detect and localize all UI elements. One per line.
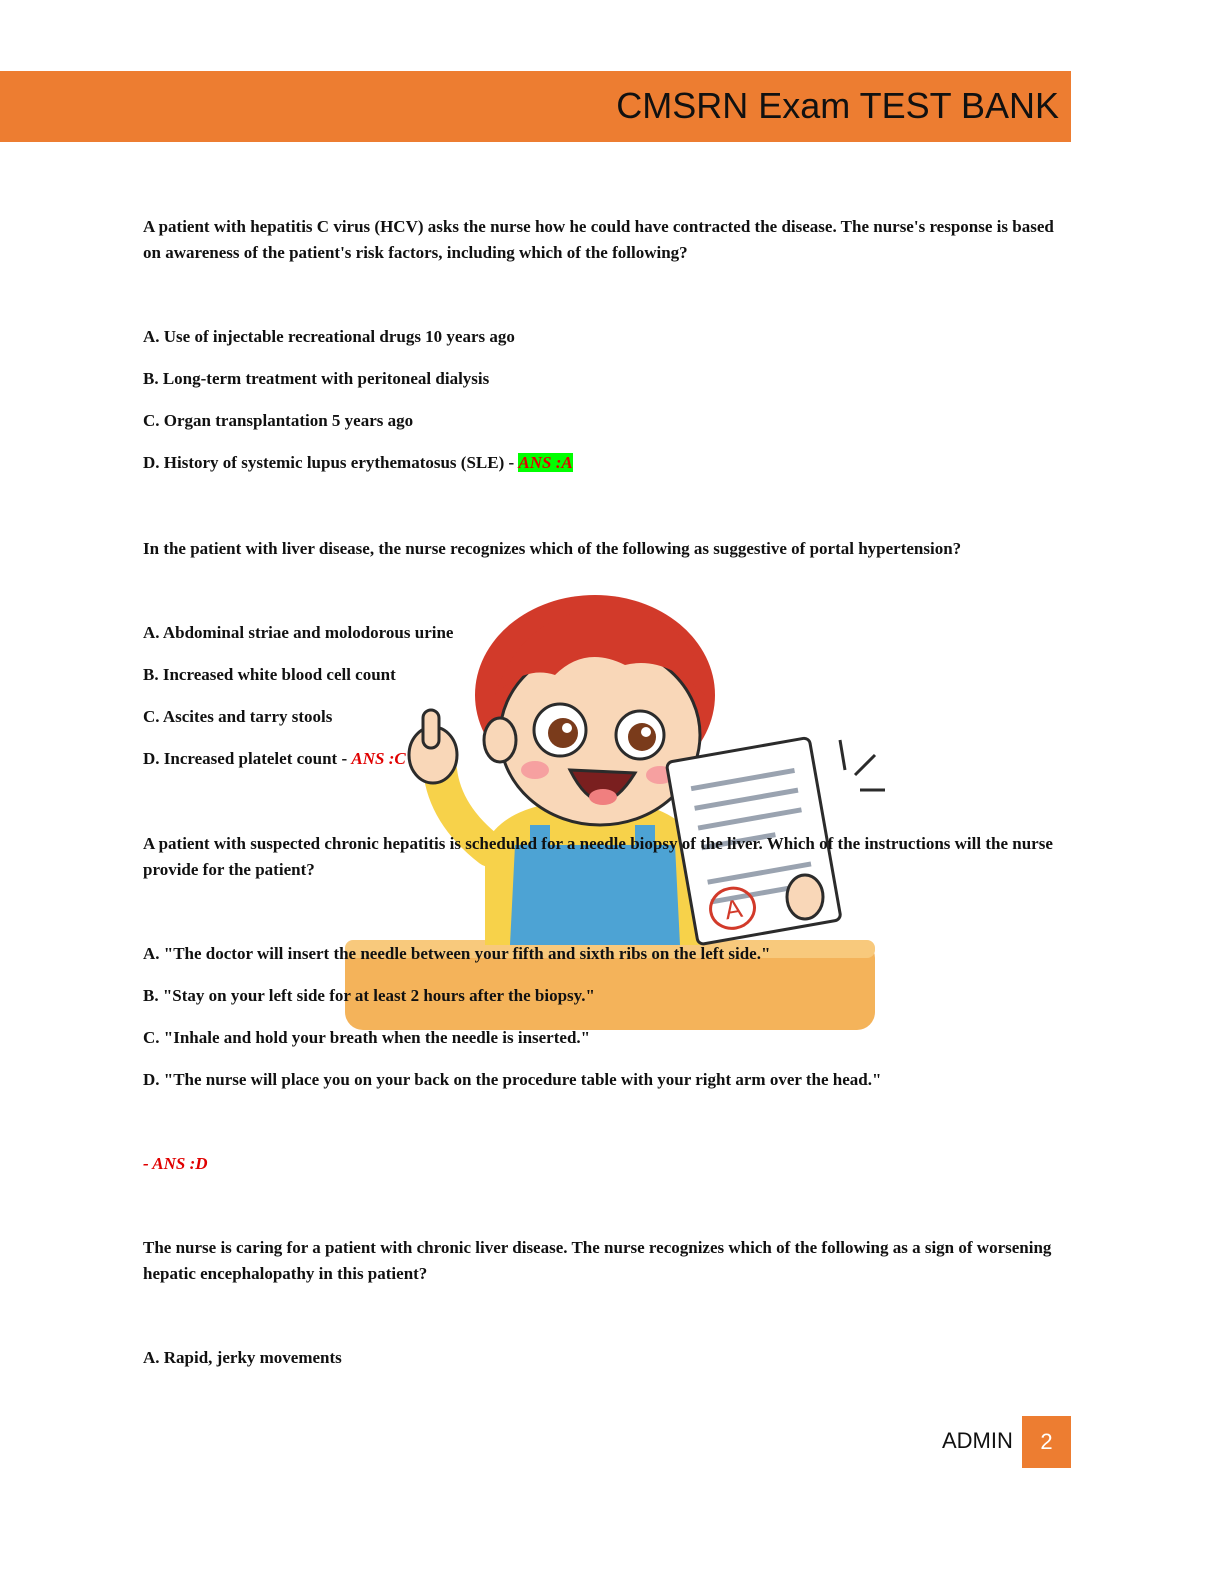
question-2-option-c: C. Ascites and tarry stools: [143, 707, 333, 726]
question-3: [143, 831, 1063, 1177]
question-3-option-c: C. "Inhale and hold your breath when the needle is inserted.": [143, 1028, 591, 1047]
question-1-option-c: C. Organ transplantation 5 years ago: [143, 411, 414, 430]
question-2-text: In the patient with liver disease, the nurse recognizes which of the following as suggestive of portal hypertension?: [143, 539, 962, 558]
question-1-option-a: A. Use of injectable recreational drugs 10 years ago: [143, 327, 515, 346]
question-1-option-b: B. Long-term treatment with peritoneal dialysis: [143, 369, 490, 388]
question-3-option-d: D. "The nurse will place you on your back on the procedure table with your right arm over the head.": [143, 1070, 882, 1089]
question-2-option-d: [143, 746, 1063, 772]
header-bar: [0, 71, 1071, 142]
paper-grade: A: [722, 892, 745, 926]
question-1-answer: ANS :A: [518, 453, 573, 472]
question-3-text: A patient with suspected chronic hepatitis is scheduled for a needle biopsy of the liver. Which of the instructions will the nurse provide for the patient?: [143, 834, 1053, 879]
question-2-answer: ANS :C: [351, 749, 406, 768]
page-title: CMSRN Exam TEST BANK: [616, 85, 1059, 126]
question-1-option-d: [143, 450, 1063, 476]
question-2: [143, 536, 1063, 772]
question-2-option-d-text: D. Increased platelet count -: [143, 749, 352, 768]
question-4: [143, 1235, 1063, 1371]
question-3-option-a: A. "The doctor will insert the needle between your fifth and sixth ribs on the left side.": [143, 944, 771, 963]
question-2-option-b: B. Increased white blood cell count: [143, 665, 396, 684]
question-3-answer: - ANS :D: [143, 1154, 208, 1173]
footer-label: ADMIN: [942, 1428, 1013, 1453]
question-1-text: A patient with hepatitis C virus (HCV) asks the nurse how he could have contracted the disease. The nurse's response is based on awareness of the patient's risk factors, including which of the following?: [143, 217, 1054, 262]
question-4-option-a: A. Rapid, jerky movements: [143, 1348, 342, 1367]
question-2-option-a: A. Abdominal striae and molodorous urine: [143, 623, 454, 642]
question-list: [143, 214, 1063, 1371]
question-1-option-d-text: D. History of systemic lupus erythematosus (SLE) -: [143, 453, 519, 472]
question-3-option-b: B. "Stay on your left side for at least 2 hours after the biopsy.": [143, 986, 595, 1005]
page-number-text: 2: [1040, 1429, 1053, 1454]
question-4-text: The nurse is caring for a patient with chronic liver disease. The nurse recognizes which of the following as a sign of worsening hepatic encephalopathy in this patient?: [143, 1238, 1052, 1283]
page-number: [1022, 1416, 1071, 1468]
question-1: [143, 214, 1063, 476]
